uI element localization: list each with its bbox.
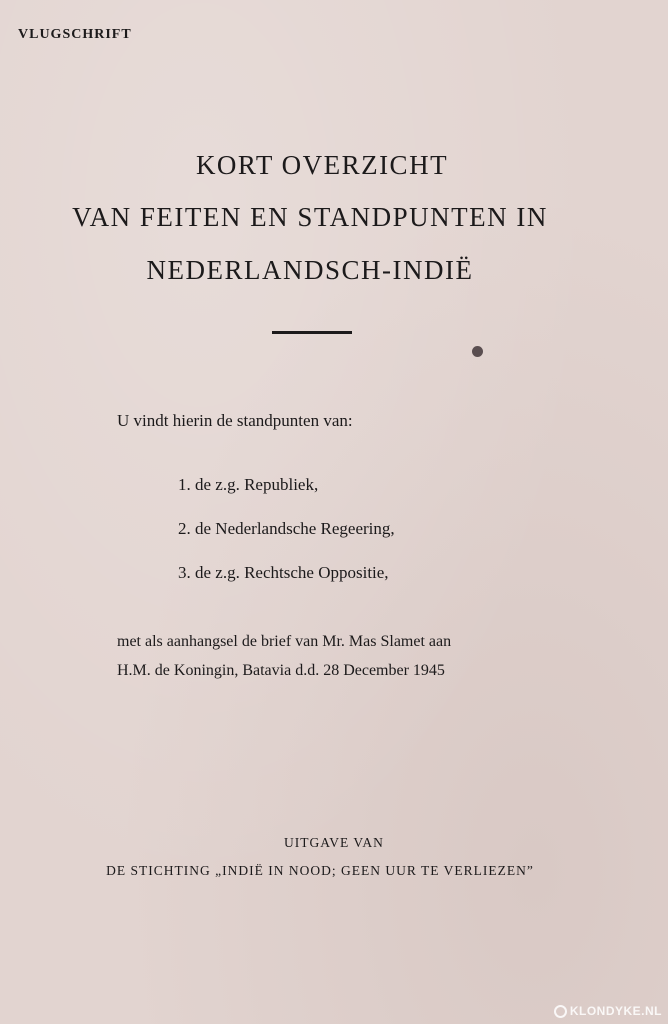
title-line-3: NEDERLANDSCH-INDIË [146,255,474,285]
list-item: 1. de z.g. Republiek, [178,475,319,494]
watermark [554,1004,662,1018]
header-label: VLUGSCHRIFT [18,27,132,42]
list-item: 3. de z.g. Rechtsche Oppositie, [178,563,389,582]
publisher-line-2: DE STICHTING „INDIË IN NOOD; GEEN UUR TE VERLIEZEN” [106,863,534,878]
appendix-line-2: H.M. de Koningin, Batavia d.d. 28 December 1945 [117,662,445,679]
appendix-text [117,627,567,685]
publisher-block [0,829,668,885]
positions-list [178,474,395,606]
title-line-2: VAN FEITEN EN STANDPUNTEN IN [72,202,548,232]
watermark-text: KLONDYKE.NL [569,1004,662,1018]
intro-text: U vindt hierin de standpunten van: [117,411,353,430]
globe-icon [554,1005,567,1018]
appendix-line-1: met als aanhangsel de brief van Mr. Mas Slamet aan [117,633,452,650]
title-divider [272,331,352,334]
list-item: 2. de Nederlandsche Regeering, [178,519,395,538]
ink-spot [472,346,483,357]
publisher-line-1: UITGAVE VAN [284,835,384,850]
title-line-1: KORT OVERZICHT [195,150,449,180]
